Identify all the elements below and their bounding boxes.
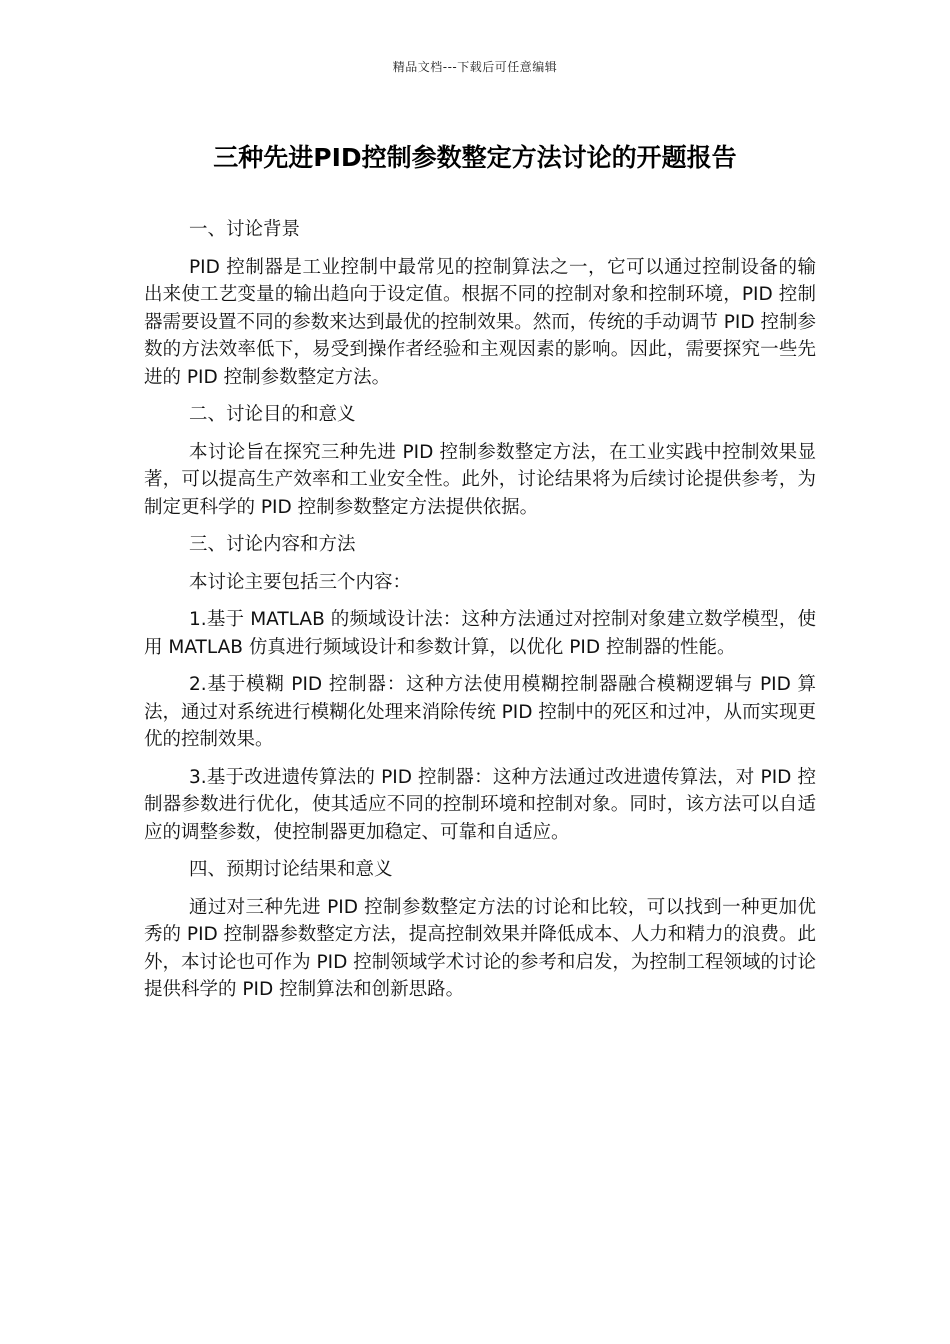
- list-item-method-1: 1.基于 MATLAB 的频域设计法：这种方法通过对控制对象建立数学模型，使用 MATLAB 仿真进行频域设计和参数计算，以优化 PID 控制器的性能。: [144, 609, 816, 658]
- list-item-method-2: 2.基于模糊 PID 控制器：这种方法使用模糊控制器融合模糊逻辑与 PID 算法，通过对系统进行模糊化处理来消除传统 PID 控制中的死区和过冲，从而实现更优的控制效果。: [144, 674, 816, 750]
- document-title: 三种先进PID控制参数整定方法讨论的开题报告: [213, 143, 737, 172]
- section-heading-background: 一、讨论背景: [189, 219, 301, 240]
- section-heading-expected: 四、预期讨论结果和意义: [189, 859, 393, 880]
- paragraph-purpose: 本讨论旨在探究三种先进 PID 控制参数整定方法，在工业实践中控制效果显著，可以提高生产效率和工业安全性。此外，讨论结果将为后续讨论提供参考，为制定更科学的 PID 控制参数整定方法提供依据。: [144, 441, 816, 518]
- paragraph-expected: 通过对三种先进 PID 控制参数整定方法的讨论和比较，可以找到一种更加优秀的 PID 控制器参数整定方法，提高控制效果并降低成本、人力和精力的浪费。此外，本讨论也可作为 PID 控制领域学术讨论的参考和启发，为控制工程领域的讨论提供科学的 PID 控制算法和创新思路。: [144, 896, 816, 1000]
- section-heading-content: 三、讨论内容和方法: [189, 534, 356, 555]
- list-item-method-3: 3.基于改进遗传算法的 PID 控制器：这种方法通过改进遗传算法，对 PID 控制器参数进行优化，使其适应不同的控制环境和控制对象。同时，该方法可以自适应的调整参数，使控制器更加稳定、可靠和自适应。: [144, 766, 816, 843]
- paragraph-content-intro: 本讨论主要包括三个内容：: [189, 571, 412, 593]
- paragraph-background: PID 控制器是工业控制中最常见的控制算法之一，它可以通过控制设备的输出来使工艺变量的输出趋向于设定值。根据不同的控制对象和控制环境，PID 控制器需要设置不同的参数来达到最优的控制效果。然而，传统的手动调节 PID 控制参数的方法效率低下，易受到操作者经验和主观因素的影响。因此，需要探究一些先进的 PID 控制参数整定方法。: [144, 256, 816, 388]
- header-note: 精品文档---下载后可任意编辑: [392, 60, 558, 74]
- section-heading-purpose: 二、讨论目的和意义: [189, 404, 356, 425]
- document-body: [144, 216, 816, 1014]
